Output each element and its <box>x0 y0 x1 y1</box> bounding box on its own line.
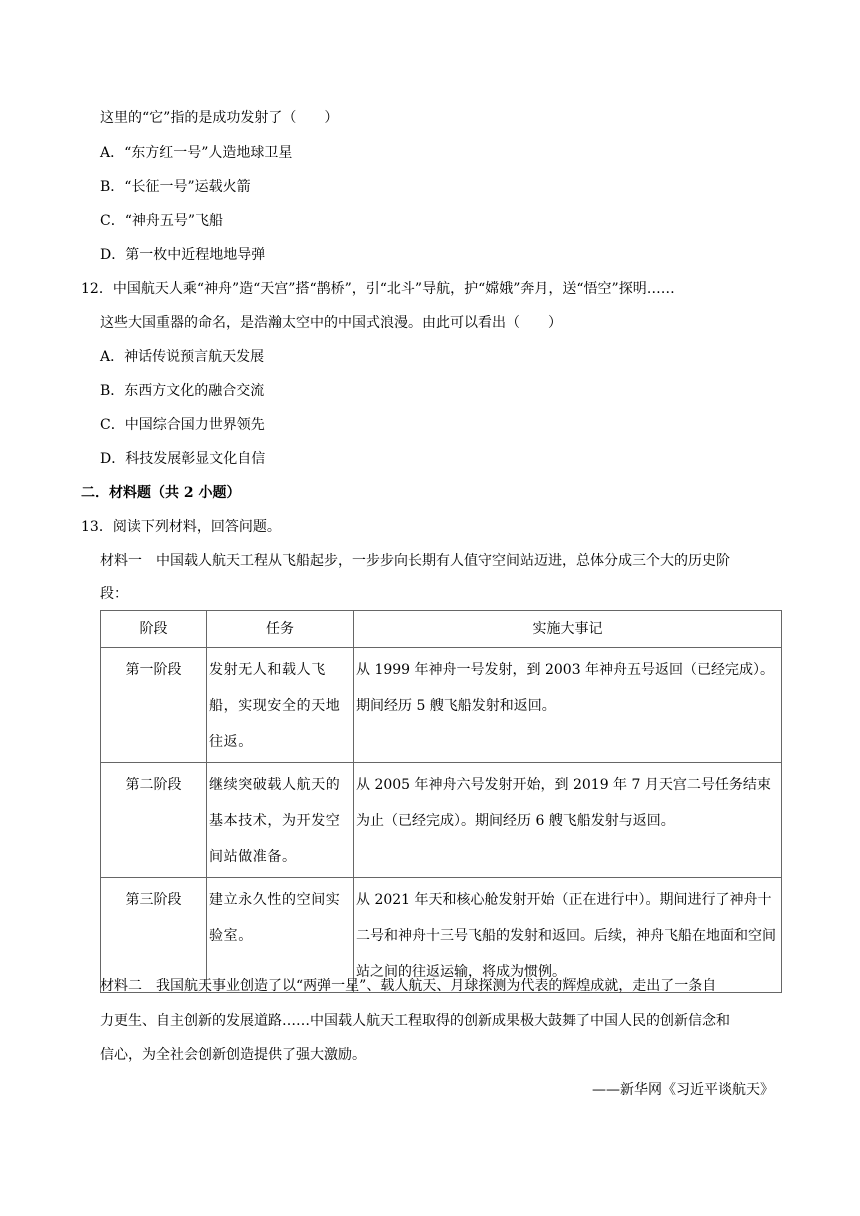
table-header-stage: 阶段 <box>101 611 207 648</box>
table-header-row <box>101 611 782 648</box>
table-cell-task: 继续突破载人航天的基本技术，为开发空间站做准备。 <box>207 763 354 878</box>
table-cell-stage: 第三阶段 <box>101 878 207 993</box>
q12-option-a: A．神话传说预言航天发展 <box>100 349 265 365</box>
material1-table <box>100 610 782 993</box>
q12-stem-line2: 这些大国重器的命名，是浩瀚太空中的中国式浪漫。由此可以看出（ ） <box>100 315 562 331</box>
q12-option-c: C．中国综合国力世界领先 <box>100 417 265 433</box>
table-header-task: 任务 <box>207 611 354 648</box>
q11-stem-tail: 这里的“它”指的是成功发射了（ ） <box>100 110 339 126</box>
table-row <box>101 648 782 763</box>
table-cell-event: 从 2021 年天和核心舱发射开始（正在进行中）。期间进行了神舟十二号和神舟十三号飞船的发射和返回。后续，神舟飞船在地面和空间站之间的往返运输，将成为惯例。 <box>354 878 782 993</box>
q11-option-c: C．“神舟五号”飞船 <box>100 213 224 229</box>
material2-line3: 信心，为全社会创新创造提供了强大激励。 <box>100 1047 366 1063</box>
table-cell-stage: 第一阶段 <box>101 648 207 763</box>
material2-source: ——新华网《习近平谈航天》 <box>592 1082 774 1098</box>
q12-stem-line1: 12．中国航天人乘“神舟”造“天宫”搭“鹊桥”，引“北斗”导航，护“嫦娥”奔月，送“悟空”探明…… <box>81 281 675 297</box>
q13-stem: 13．阅读下列材料，回答问题。 <box>81 519 281 535</box>
table-cell-task: 建立永久性的空间实验室。 <box>207 878 354 993</box>
material1-line2: 段： <box>100 586 128 602</box>
table-header-event: 实施大事记 <box>354 611 782 648</box>
q12-option-d: D．科技发展彰显文化自信 <box>100 451 266 467</box>
material2-line1: 材料二 我国航天事业创造了以“两弹一星”、载人航天、月球探测为代表的辉煌成就，走出了一条自 <box>100 978 717 994</box>
q12-option-b: B．东西方文化的融合交流 <box>100 383 265 399</box>
table-cell-event: 从 1999 年神舟一号发射，到 2003 年神舟五号返回（已经完成）。期间经历 5 艘飞船发射和返回。 <box>354 648 782 763</box>
q11-option-b: B．“长征一号”运载火箭 <box>100 179 251 195</box>
material1-line1: 材料一 中国载人航天工程从飞船起步，一步步向长期有人值守空间站迈进，总体分成三个大的历史阶 <box>100 553 730 569</box>
table-cell-task: 发射无人和载人飞船，实现安全的天地往返。 <box>207 648 354 763</box>
material2-line2: 力更生、自主创新的发展道路……中国载人航天工程取得的创新成果极大鼓舞了中国人民的创新信念和 <box>100 1013 730 1029</box>
section-heading: 二．材料题（共 2 小题） <box>81 485 241 501</box>
q11-option-a: A．“东方红一号”人造地球卫星 <box>100 145 293 161</box>
q11-option-d: D．第一枚中近程地地导弹 <box>100 247 266 263</box>
table-row <box>101 763 782 878</box>
table-cell-stage: 第二阶段 <box>101 763 207 878</box>
table-cell-event: 从 2005 年神舟六号发射开始，到 2019 年 7 月天宫二号任务结束为止（已经完成）。期间经历 6 艘飞船发射与返回。 <box>354 763 782 878</box>
